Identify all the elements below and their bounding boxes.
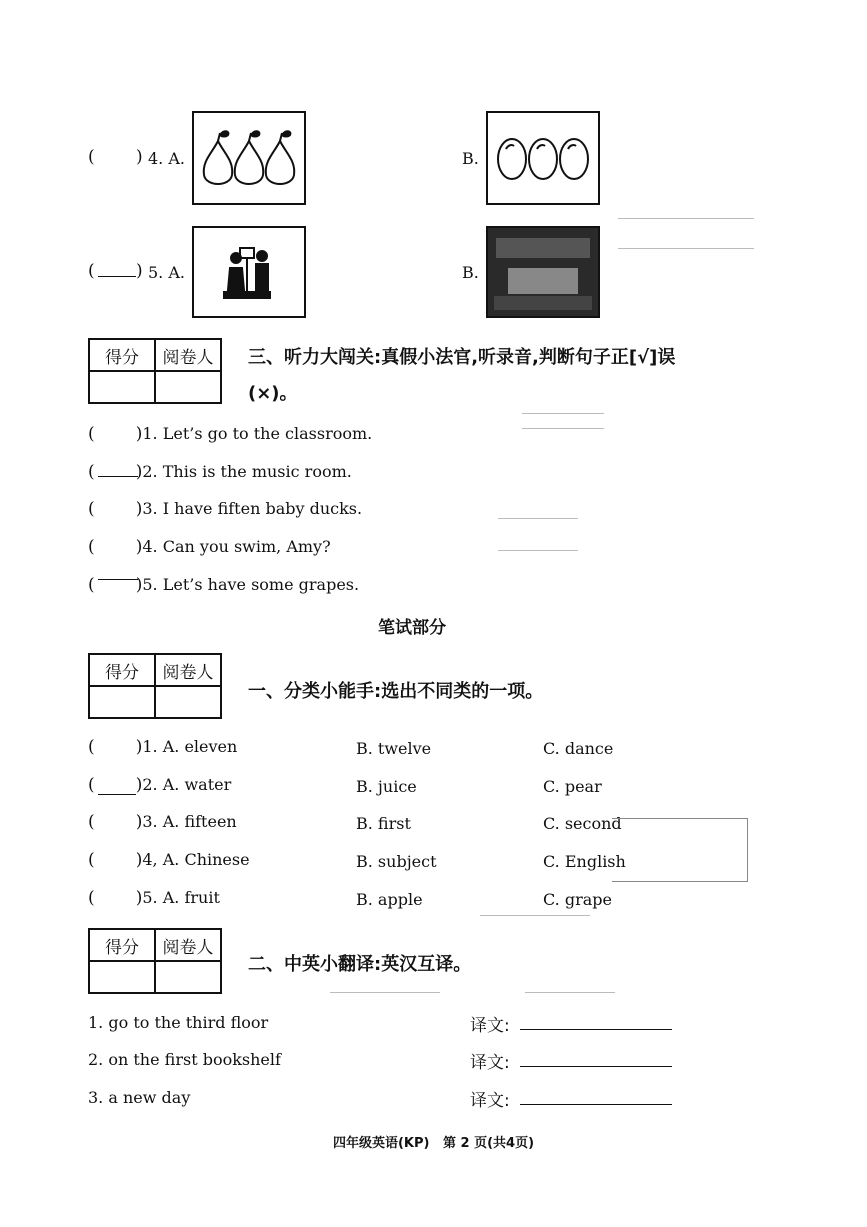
scale-icon: [194, 228, 304, 316]
score-header: 得分: [89, 929, 155, 961]
stage-icon: [488, 228, 598, 316]
paren-close: ): [135, 737, 143, 757]
paren-open: (: [88, 499, 95, 519]
paren-open: (: [88, 575, 95, 595]
grader-cell[interactable]: [155, 371, 221, 403]
paren-open: (: [88, 850, 95, 870]
translation-item-1: 1. go to the third floor: [88, 1013, 269, 1032]
page-footer: 四年级英语(KP) 第 2 页(共4页): [332, 1136, 535, 1151]
option-a: 2. A. water: [142, 775, 232, 794]
option-b: B. twelve: [356, 739, 432, 758]
option-c: C. pear: [543, 777, 602, 796]
translation-label-2: 译文:: [470, 1053, 510, 1073]
option-c: C. second: [543, 814, 622, 833]
translation-label-3: 译文:: [470, 1091, 510, 1111]
paren-open: (: [88, 812, 95, 832]
option-c: C. English: [543, 852, 626, 871]
paren-close: ): [135, 575, 143, 595]
sentence: 3. I have fiften baby ducks.: [142, 499, 363, 518]
translation-answer-line-3[interactable]: [520, 1104, 672, 1105]
score-header: 得分: [89, 339, 155, 371]
ghost-line: [522, 428, 604, 429]
ghost-box: [612, 818, 748, 882]
score-cell[interactable]: [89, 371, 155, 403]
ghost-line: [522, 413, 604, 414]
paren-close: ): [135, 462, 143, 482]
paren-close: ): [135, 850, 143, 870]
paren-open: (: [88, 537, 95, 557]
paren-open: (: [88, 737, 95, 757]
grader-cell[interactable]: [155, 961, 221, 993]
ghost-line: [480, 915, 590, 916]
list-item: [88, 462, 352, 482]
paren-open: (: [88, 424, 95, 444]
ghost-line: [498, 518, 578, 519]
list-item: [88, 424, 372, 444]
option-b: B. subject: [356, 852, 437, 871]
listening-title-cont: (×)。: [248, 383, 298, 404]
ghost-line: [525, 992, 615, 993]
sentence: 1. Let’s go to the classroom.: [142, 424, 373, 443]
score-cell[interactable]: [89, 686, 155, 718]
sentence: 2. This is the music room.: [142, 462, 352, 481]
translation-item-2: 2. on the first bookshelf: [88, 1050, 281, 1069]
grader-header: 阅卷人: [155, 339, 221, 371]
grader-header: 阅卷人: [155, 654, 221, 686]
list-item: [88, 499, 362, 519]
q4-b-label: B.: [462, 149, 479, 168]
list-item: [88, 888, 788, 908]
section2-title: 二、中英小翻译:英汉互译。: [248, 954, 472, 975]
list-item: [88, 737, 788, 757]
score-table-section1: [88, 653, 222, 719]
list-item: [88, 537, 331, 557]
option-a: 1. A. eleven: [142, 737, 238, 756]
sentence: 4. Can you swim, Amy?: [142, 537, 331, 556]
answer-line[interactable]: [98, 579, 138, 580]
score-table-section2: [88, 928, 222, 994]
ghost-line: [498, 550, 578, 551]
score-header: 得分: [89, 654, 155, 686]
translation-answer-line-1[interactable]: [520, 1029, 672, 1030]
q4-paren-open: (: [88, 147, 95, 167]
paren-close: ): [135, 888, 143, 908]
list-item: [88, 575, 359, 595]
paren-close: ): [135, 537, 143, 557]
grader-header: 阅卷人: [155, 929, 221, 961]
sentence: 5. Let’s have some grapes.: [142, 575, 360, 594]
option-a: 5. A. fruit: [142, 888, 220, 907]
answer-line[interactable]: [98, 476, 138, 477]
ghost-line: [618, 218, 754, 219]
paren-close: ): [135, 775, 143, 795]
pears-image[interactable]: [192, 111, 306, 205]
option-b: B. apple: [356, 890, 423, 909]
option-b: B. juice: [356, 777, 417, 796]
option-b: B. first: [356, 814, 411, 833]
eggs-image[interactable]: [486, 111, 600, 205]
paren-open: (: [88, 888, 95, 908]
option-c: C. dance: [543, 739, 614, 758]
option-a: 3. A. fifteen: [142, 812, 237, 831]
translation-answer-line-2[interactable]: [520, 1066, 672, 1067]
list-item: [88, 775, 788, 795]
q5-answer-line[interactable]: [98, 276, 136, 277]
score-cell[interactable]: [89, 961, 155, 993]
listening-title: 三、听力大闯关:真假小法官,听录音,判断句子正[√]误: [248, 347, 676, 368]
stage-photo[interactable]: [486, 226, 600, 318]
paren-close: ): [135, 812, 143, 832]
q5-label: 5. A.: [148, 263, 185, 282]
paren-close: ): [135, 424, 143, 444]
translation-label-1: 译文:: [470, 1016, 510, 1036]
grader-cell[interactable]: [155, 686, 221, 718]
translation-item-3: 3. a new day: [88, 1088, 191, 1107]
answer-line[interactable]: [98, 794, 136, 795]
q4-paren-close: ): [136, 147, 143, 167]
eggs-icon: [488, 113, 598, 203]
paren-close: ): [135, 499, 143, 519]
q5-paren-open: (: [88, 261, 95, 281]
q5-b-label: B.: [462, 263, 479, 282]
q5-paren-close: ): [136, 261, 143, 281]
paren-open: (: [88, 462, 95, 482]
paren-open: (: [88, 775, 95, 795]
option-c: C. grape: [543, 890, 612, 909]
ghost-line: [330, 992, 440, 993]
option-a: 4, A. Chinese: [142, 850, 250, 869]
ghost-line: [618, 248, 754, 249]
written-part-header: 笔试部分: [378, 618, 446, 638]
score-table-listening: [88, 338, 222, 404]
pears-icon: [194, 113, 304, 203]
q4-label: 4. A.: [148, 149, 185, 168]
section1-title: 一、分类小能手:选出不同类的一项。: [248, 681, 544, 702]
scale-image[interactable]: [192, 226, 306, 318]
